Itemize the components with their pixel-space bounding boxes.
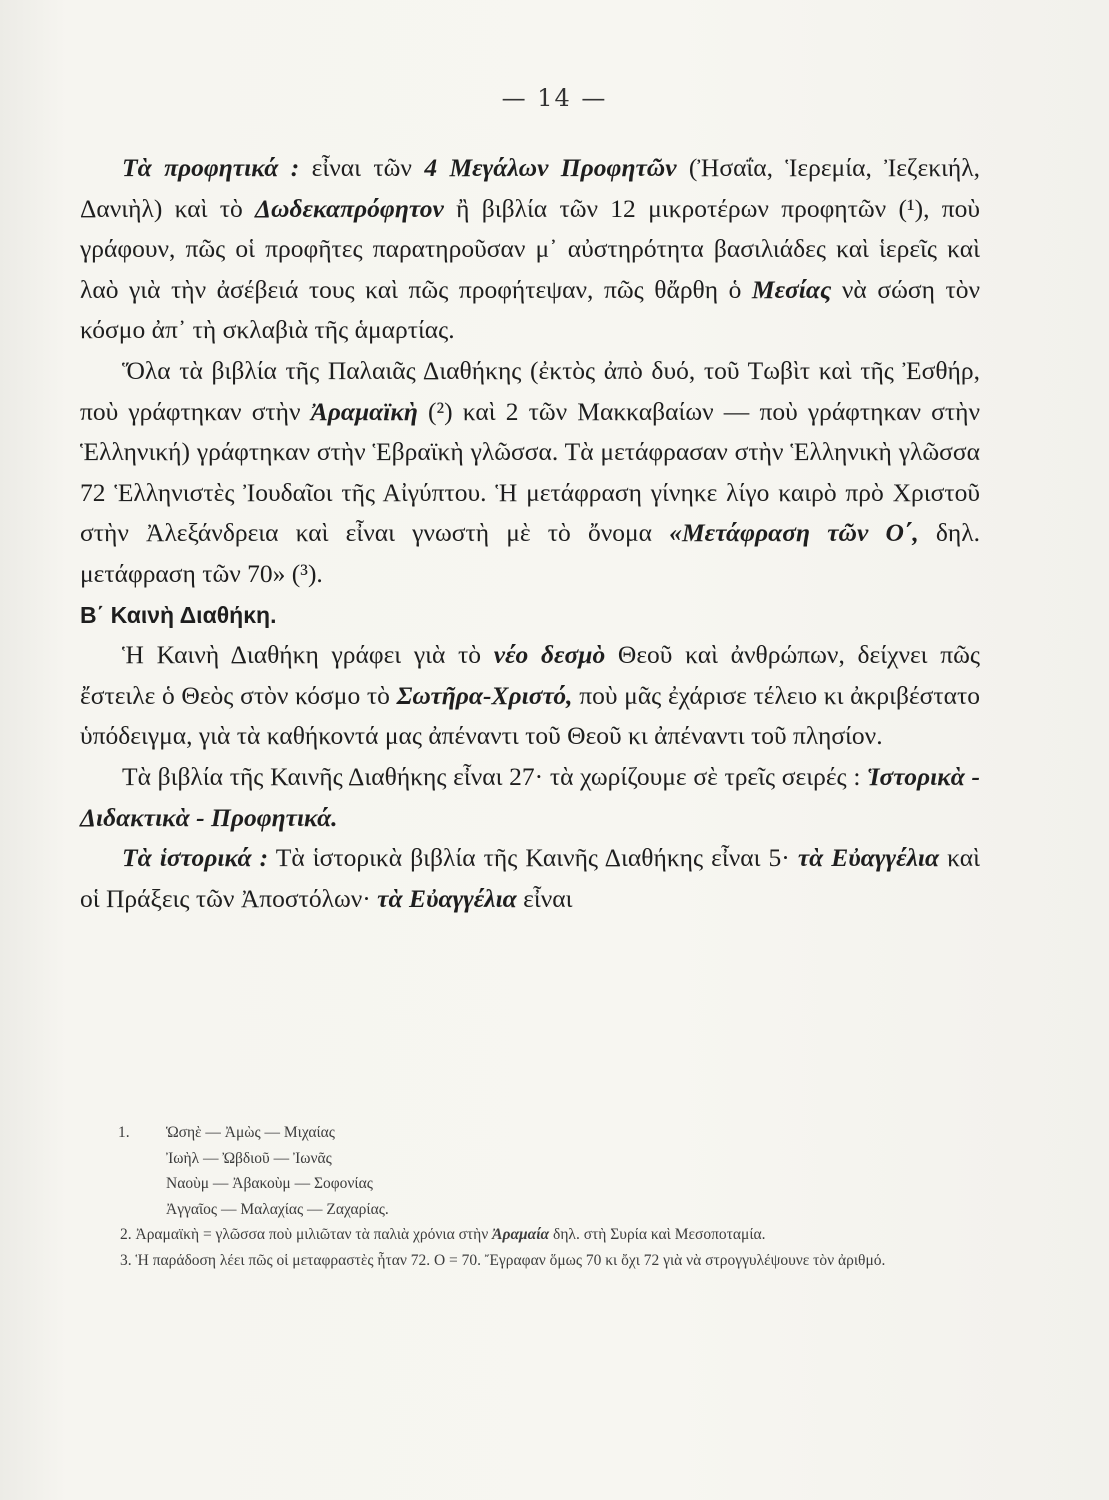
messiah-term: Μεσίας [751, 274, 832, 304]
paragraph-old-testament-languages [80, 351, 980, 595]
minor-prophets-row: Ἰωὴλ — Ὠβδιοῦ — Ἰωνᾶς [166, 1149, 332, 1167]
paragraph-historical [80, 838, 980, 919]
paragraph-books-count [80, 757, 980, 838]
paragraph-new-testament [80, 635, 980, 757]
historical-lead: Τὰ ἱστορικά : [122, 843, 269, 873]
minor-prophets-row: Ἀγγαῖος — Μαλαχίας — Ζαχαρίας. [166, 1200, 389, 1218]
text-run: ἢ βιβλία τῶν 12 μικροτέρων προφητῶν (¹), ποὺ γράφουν, πῶς οἱ προφῆτες παρατηροῦσαν μ᾿ αὐστηρότητα βασιλιάδες καὶ ἱερεῖς καὶ λαὸ γιὰ τὴν ἀσέβειά τους καὶ πῶς προφήτεψαν, πῶς θἄρθη ὁ [80, 193, 981, 304]
footnote-2 [80, 1222, 980, 1248]
gospels-term: τὰ Εὐαγγέλια [377, 883, 517, 913]
text-run: Ὅλα τὰ βιβλία τῆς Παλαιᾶς Διαθήκης (ἐκτὸς ἀπὸ δυό, τοῦ Τωβὶτ καὶ τῆς Ἐσθήρ, ποὺ γράφτηκαν στὴν [80, 355, 980, 426]
minor-prophets-row: Ναοὺμ — Ἀβακοὺμ — Σοφονίας [166, 1175, 373, 1192]
text-run: εἶναι τῶν [299, 153, 425, 182]
new-bond-term: νέο δεσμὸ [493, 640, 606, 670]
text-run: (²) καὶ 2 τῶν Μακκαβαίων — ποὺ γράφτηκαν στὴν Ἑλληνική) γράφτηκαν στὴν Ἑβραϊκὴ γλῶσσα. Τὰ μετάφρασαν στὴν Ἑλληνικὴ γλῶσσα 72 Ἑλληνιστὲς Ἰουδαῖοι τῆς Αἰγύπτου. Ἡ μετάφραση γίνηκε λίγο καιρὸ πρὸ Χριστοῦ στὴν Ἀλεξάνδρεια καὶ εἶναι γνωστὴ μὲ τὸ ὄνομα [80, 396, 980, 548]
footnote-1 [118, 1120, 980, 1222]
text-run: δηλ. μετάφραση τῶν 70» (³). [80, 518, 980, 588]
text-run: νὰ σώση τὸν κόσμο ἀπ᾿ τὴ σκλαβιὰ τῆς ἁμαρτίας. [80, 274, 981, 345]
main-text [80, 148, 980, 919]
series-term: Ἱστορικὰ - Διδακτικὰ - Προφητικά. [80, 761, 980, 832]
aramaia-term: Ἀραμαία [492, 1226, 550, 1243]
aramaic-term: Ἀραμαϊκὴ [310, 396, 418, 426]
major-prophets-term: 4 Μεγάλων Προφητῶν [424, 153, 677, 182]
text-run: δηλ. στὴ Συρία καὶ Μεσοποταμία. [549, 1226, 766, 1243]
text-run: 2. Ἀραμαϊκὴ = γλῶσσα ποὺ μιλιῶταν τὰ παλιὰ χρόνια στὴν [120, 1226, 493, 1243]
saviour-christ-term: Σωτῆρα-Χριστό, [396, 680, 573, 710]
paragraph-prophetic [80, 148, 980, 351]
footnotes [80, 1120, 980, 1273]
page-number: — 14 — [501, 84, 608, 112]
footnote-1-mark: 1. [118, 1124, 130, 1141]
text-run: καὶ οἱ Πράξεις τῶν Ἀποστόλων· [80, 843, 980, 913]
text-run: Θεοῦ καὶ ἀνθρώπων, δείχνει πῶς ἔστειλε ὁ Θεὸς στὸν κόσμο τὸ [80, 640, 980, 710]
text-run: εἶναι [516, 883, 573, 913]
text-run: (Ἠσαΐα, Ἱερεμία, Ἰεζεκιήλ, Δανιὴλ) καὶ τὸ [80, 153, 980, 223]
text-run: ποὺ μᾶς ἐχάρισε τέλειο κι ἀκριβέστατο ὑπόδειγμα, γιὰ τὰ καθήκοντά μας ἀπέναντι τοῦ Θεοῦ κι ἀπέναντι τοῦ πλησίον. [80, 680, 981, 751]
text-run: Τὰ ἱστορικὰ βιβλία τῆς Καινῆς Διαθήκης εἶναι 5· [268, 843, 798, 873]
footnote-1-line [118, 1120, 980, 1146]
footnote-3: 3. Ἡ παράδοση λέει πῶς οἱ μεταφραστὲς ἦταν 72. Ο = 70. Ἔγραφαν ὅμως 70 κι ὄχι 72 γιὰ νὰ στρογγυλέψουνε τὸν ἀριθμό. [120, 1251, 886, 1269]
text-run: Τὰ βιβλία τῆς Καινῆς Διαθήκης εἶναι 27· τὰ χωρίζουμε σὲ τρεῖς σειρές : [122, 761, 868, 791]
minor-prophets-row: Ὡσηὲ — Ἀμὼς — Μιχαίας [166, 1124, 335, 1141]
text-run: Ἡ Καινὴ Διαθήκη γράφει γιὰ τὸ [122, 640, 494, 670]
dodekapropheton-term: Δωδεκαπρόφητον [255, 193, 444, 223]
septuagint-term: «Μετάφραση τῶν Ο΄, [669, 518, 919, 548]
prophetic-lead: Τὰ προφητικά : [122, 153, 300, 182]
section-heading-new-testament: Β΄ Καινὴ Διαθήκη. [80, 601, 277, 628]
gospels-term: τὰ Εὐαγγέλια [797, 843, 940, 873]
